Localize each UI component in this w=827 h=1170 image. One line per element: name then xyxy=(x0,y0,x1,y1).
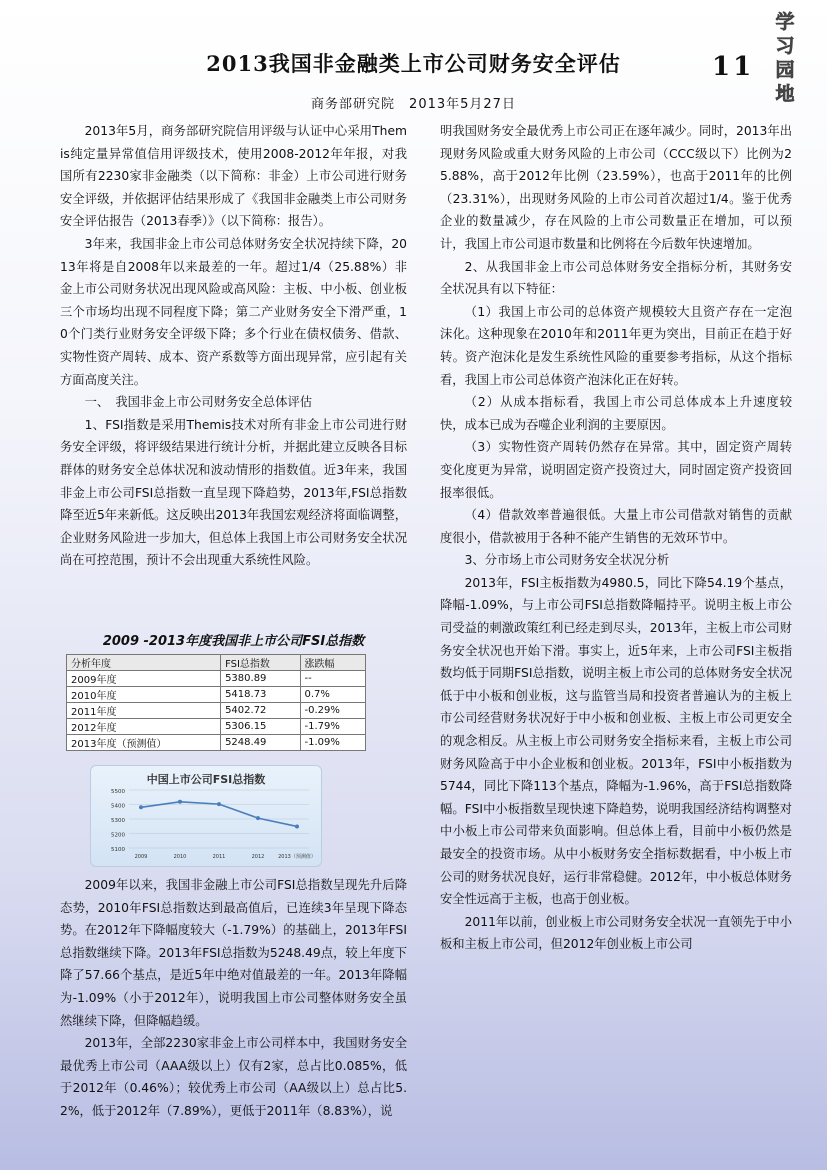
table-cell: 2010年度 xyxy=(67,687,221,703)
paragraph: （4）借款效率普遍很低。大量上市公司借款对销售的贡献度很小，借款被用于各种不能产生销售的无效环节中。 xyxy=(440,508,792,545)
table-cell: -0.29% xyxy=(300,703,365,719)
column-tag xyxy=(770,10,800,106)
chart-y-tick-label: 5400 xyxy=(111,803,125,810)
paragraph: 2009年以来，我国非金融上市公司FSI总指数呈现先升后降态势，2010年FSI总指数达到最高值后，已连续3年呈现下降态势。在2012年下降幅度较大（-1.79%）的基础上，2013年FSI总指数继续下降。2013年FSI总指数为5248.49点，较上年度下降了57.66个基点，是近5年中绝对值最差的一年。2013年降幅为-1.09%（小于2012年），说明我国上市公司整体财务安全虽然继续下降，但降幅趋缓。 xyxy=(60,878,407,1028)
chart-y-tick-label: 5200 xyxy=(111,832,125,839)
table-row xyxy=(67,735,366,751)
chart-title: 中国上市公司FSI总指数 xyxy=(146,773,266,786)
chart-data-point xyxy=(178,800,182,804)
chart-y-tick-label: 5500 xyxy=(111,789,125,795)
issue-mark: 11 xyxy=(712,52,755,82)
paragraph: 1、FSI指数是采用Themis技术对所有非金上市公司进行财务安全评级，将评级结果进行统计分析，并据此建立反映各目标群体的财务安全总体状况和波动情形的指数值。近3年来，我国非金上市公司FSI总指数一直呈现下降趋势，2013年,FSI总指数降至近5年来新低。这反映出2013年我国宏观经济将面临调整，企业财务风险进一步加大，但总体上我国上市公司财务安全状况尚在可控范围，预计不会出现重大系统性风险。 xyxy=(60,417,407,568)
right-column xyxy=(440,120,792,956)
fsi-table xyxy=(66,654,366,751)
chart-x-tick-label: 2010 xyxy=(173,854,187,860)
table-cell: 5418.73 xyxy=(221,687,300,703)
table-cell: 0.7% xyxy=(300,687,365,703)
table-cell: 5306.15 xyxy=(221,719,300,735)
paragraph: 2、从我国非金上市公司总体财务安全指标分析，其财务安全状况具有以下特征： xyxy=(440,259,792,297)
page-title: 2013我国非金融类上市公司财务安全评估 xyxy=(206,51,621,76)
figure-title: 2009 -2013年度我国非上市公司FSI总指数 xyxy=(102,634,365,649)
table-cell: 5380.89 xyxy=(221,671,300,687)
chart-data-point xyxy=(217,802,221,806)
chart-x-tick-label: 2011 xyxy=(212,854,226,860)
fsi-line-chart xyxy=(90,765,322,867)
table-header: 分析年度 xyxy=(67,655,221,671)
table-cell: 2011年度 xyxy=(67,703,221,719)
paragraph: 2013年，全部2230家非金上市公司样本中，我国财务安全最优秀上市公司（AAA级以上）仅有2家，总占比0.085%，低于2012年（0.46%）；较优秀上市公司（AA级以上）总占比5.2%，低于2012年（7.89%），更低于2011年（8.83%），说 xyxy=(60,1036,407,1118)
chart-x-tick-label: 2009 xyxy=(134,854,148,860)
table-cell: -1.09% xyxy=(300,735,365,751)
table-cell: 2013年度（预测值） xyxy=(67,735,221,751)
table-cell: 2012年度 xyxy=(67,719,221,735)
table-cell: 2009年度 xyxy=(67,671,221,687)
section-heading: 3、分市场上市公司财务安全状况分析 xyxy=(464,553,670,568)
table-row xyxy=(67,687,366,703)
table-header: 涨跌幅 xyxy=(300,655,365,671)
paragraph: 明我国财务安全最优秀上市公司正在逐年减少。同时，2013年出现财务风险或重大财务风险的上市公司（CCC级以下）比例为25.88%，高于2012年比例（23.59%），也高于2011年的比例（23.31%），出现财务风险的上市公司首次超过1/4。鉴于优秀企业的数量减少，存在风险的上市公司数量正在增加，可以预计，我国上市公司退市数量和比例将在今后数年快速增加。 xyxy=(440,124,792,251)
column-tag-char: 习 xyxy=(775,35,795,57)
left-column-lower xyxy=(60,874,407,1123)
chart-x-tick-label: 2012 xyxy=(251,854,265,860)
paragraph: 2013年，FSI主板指数为4980.5，同比下降54.19个基点，降幅-1.09%，与上市公司FSI总指数降幅持平。说明主板上市公司受益的刺激政策红利已经走到尽头，2013年，主板上市公司财务安全状况也开始下滑。事实上，近5年来，上市公司FSI主板指数均低于同期FSI总指数，说明主板上市公司的总体财务安全状况低于中小板和创业板，这与监管当局和投资者普遍认为的主板上市公司经营财务状况好于中小板和创业板、主板上市公司更安全的观念相反。从主板上市公司财务安全指标来看，主板上市公司财务风险高于中小企业板和创业板。2013年，FSI中小板指数为5744，同比下降113个基点，降幅为-1.96%，高于FSI总指数降幅。FSI中小板指数呈现快速下降趋势，说明我国经济结构调整对中小板上市公司带来负面影响。但总体上看，目前中小板仍然是最安全的投资市场。从中小板财务安全指标数据看，中小板上市公司的财务状况良好，运行非常稳健。2012年，中小板总体财务安全性远高于主板，也高于创业板。 xyxy=(440,575,792,907)
table-cell: 5402.72 xyxy=(221,703,300,719)
section-heading: 一、 我国非金上市公司财务安全总体评估 xyxy=(84,395,313,410)
table-row xyxy=(67,703,366,719)
chart-y-tick-label: 5100 xyxy=(111,847,125,853)
column-tag-char: 园 xyxy=(775,59,795,81)
chart-plot xyxy=(91,766,321,866)
chart-y-tick-label: 5300 xyxy=(111,818,125,824)
left-column xyxy=(60,120,407,572)
chart-data-point xyxy=(295,824,299,828)
table-row xyxy=(67,671,366,687)
paragraph: 2011年以前，创业板上市公司财务安全状况一直领先于中小板和主板上市公司，但2012年创业板上市公司 xyxy=(440,914,792,952)
chart-data-point xyxy=(139,805,143,809)
table-cell: -1.79% xyxy=(300,719,365,735)
paragraph: （3）实物性资产周转仍然存在异常。其中，固定资产周转变化度更为异常，说明固定资产投资过大，同时固定资产投资回报率很低。 xyxy=(440,440,792,500)
table-header: FSI总指数 xyxy=(221,655,300,671)
table-cell: 5248.49 xyxy=(221,735,300,751)
paragraph: 3年来，我国非金上市公司总体财务安全状况持续下降，2013年将是自2008年以来最差的一年。超过1/4（25.88%）非金上市公司财务状况出现风险或高风险：主板、中小板、创业板三个市场均出现不同程度下降；第二产业财务安全下滑严重，10个门类行业财务安全评级下降；多个行业在债权债务、借款、实物性资产周转、成本、资产系数等方面出现异常，应引起有关方面高度关注。 xyxy=(60,236,407,387)
column-tag-char: 地 xyxy=(775,83,795,105)
table-row xyxy=(67,719,366,735)
byline: 商务部研究院 2013年5月27日 xyxy=(311,97,516,112)
table-header-row xyxy=(67,655,366,671)
table-cell: -- xyxy=(300,671,365,687)
column-tag-char: 学 xyxy=(775,11,795,33)
chart-data-point xyxy=(256,816,260,820)
paragraph: （2）从成本指标看，我国上市公司总体成本上升速度较快，成本已成为吞噬企业利润的主要原因。 xyxy=(440,395,792,432)
paragraph: （1）我国上市公司的总体资产规模较大且资产存在一定泡沫化。这种现象在2010年和2011年更为突出，目前正在趋于好转。资产泡沫化是发生系统性风险的重要参考指标，从这个指标看，我国上市公司总体资产泡沫化正在好转。 xyxy=(440,304,792,387)
chart-x-tick-label: 2013（预测值） xyxy=(278,854,316,860)
paragraph: 2013年5月，商务部研究院信用评级与认证中心采用Themis纯定量异常值信用评级技术，使用2008-2012年年报，对我国所有2230家非金融类（以下简称：非金）上市公司进行财务安全评级，并依据评估结果形成了《我国非金融类上市公司财务安全评估报告（2013春季）》（以下简称：报告）。 xyxy=(60,124,407,229)
